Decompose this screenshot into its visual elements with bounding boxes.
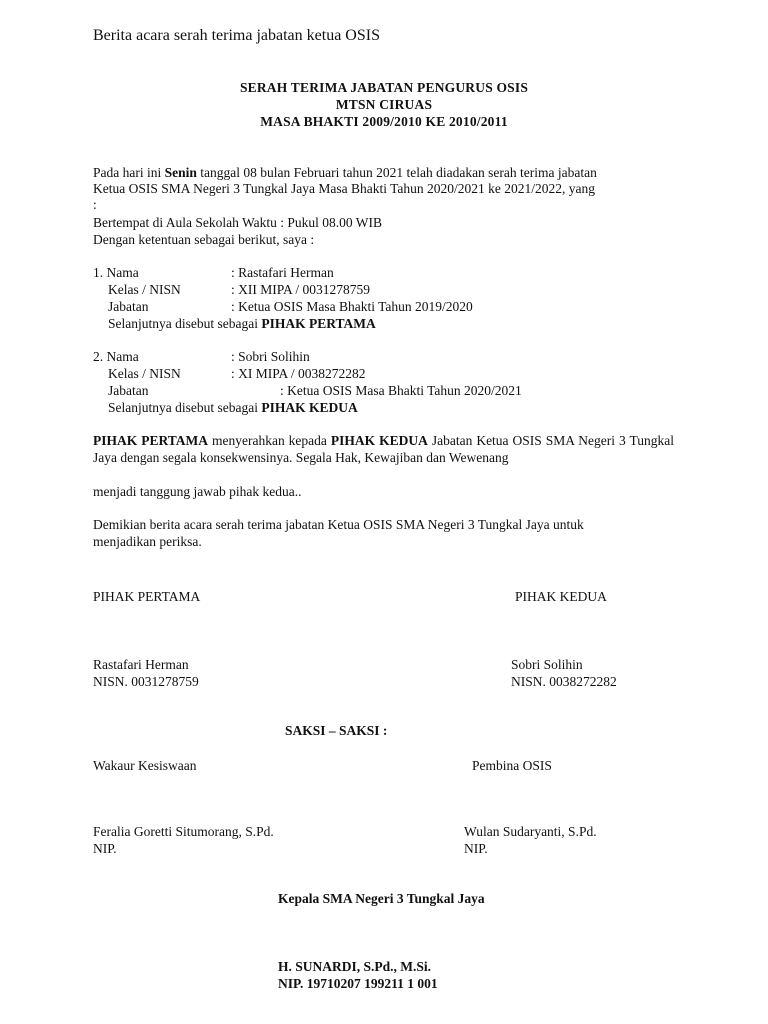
party2-position-value: : Ketua OSIS Masa Bhakti Tahun 2020/2021: [280, 383, 522, 398]
party1-class-label: Kelas / NISN: [108, 282, 181, 297]
intro-line-2: Ketua OSIS SMA Negeri 3 Tungkal Jaya Masa Bhakti Tahun 2020/2021 ke 2021/2022, yang: [93, 181, 596, 196]
principal-nip: NIP. 19710207 199211 1 001: [278, 976, 438, 991]
handover-last-line: menjadi tanggung jawab pihak kedua..: [93, 484, 302, 499]
party1-name-value: : Rastafari Herman: [231, 265, 334, 280]
party2-signature-name: Sobri Solihin: [511, 657, 583, 672]
party2-position-label: Jabatan: [108, 383, 149, 398]
principal-name: H. SUNARDI, S.Pd., M.Si.: [278, 959, 432, 974]
party2-class-value: : XI MIPA / 0038272282: [231, 366, 366, 381]
witness-left-nip: NIP.: [93, 841, 117, 856]
party2-signature-title: PIHAK KEDUA: [515, 589, 607, 604]
party1-signature-title: PIHAK PERTAMA: [93, 589, 201, 604]
party1-position-label: Jabatan: [108, 299, 149, 314]
header-line-2: MTSN CIRUAS: [335, 97, 433, 112]
party1-designation: Selanjutnya disebut sebagai PIHAK PERTAMA: [108, 316, 376, 331]
closing-line-2: menjadikan periksa.: [93, 534, 202, 549]
witness-left-name: Feralia Goretti Situmorang, S.Pd.: [93, 824, 274, 839]
intro-line-1: Pada hari ini Senin tanggal 08 bulan Februari tahun 2021 telah diadakan serah terima jabatan: [93, 165, 597, 180]
party2-name-label: 2. Nama: [93, 349, 139, 364]
witness-right-name: Wulan Sudaryanti, S.Pd.: [464, 824, 597, 839]
intro-line-4: Bertempat di Aula Sekolah Waktu : Pukul 08.00 WIB: [93, 215, 383, 230]
party2-designation: Selanjutnya disebut sebagai PIHAK KEDUA: [108, 400, 358, 415]
party1-position-value: : Ketua OSIS Masa Bhakti Tahun 2019/2020: [231, 299, 473, 314]
party2-signature-nisn: NISN. 0038272282: [511, 674, 617, 689]
handover-paragraph: PIHAK PERTAMA menyerahkan kepada PIHAK KEDUA Jabatan Ketua OSIS SMA Negeri 3 Tungkal Jaya dengan segala konsekwensinya. Segala Hak, Kewajiban dan Wewenang: [93, 433, 674, 465]
party1-name-label: 1. Nama: [93, 265, 139, 280]
witness-left-role: Wakaur Kesiswaan: [93, 758, 197, 773]
party1-class-value: : XII MIPA / 0031278759: [231, 282, 371, 297]
party2-class-label: Kelas / NISN: [108, 366, 181, 381]
party1-signature-name: Rastafari Herman: [93, 657, 189, 672]
party2-name-value: : Sobri Solihin: [231, 349, 310, 364]
principal-title: Kepala SMA Negeri 3 Tungkal Jaya: [278, 891, 485, 906]
witness-right-nip: NIP.: [464, 841, 488, 856]
intro-day: Senin: [164, 165, 197, 180]
party1-signature-nisn: NISN. 0031278759: [93, 674, 199, 689]
witness-right-role: Pembina OSIS: [472, 758, 552, 773]
header-line-3: MASA BHAKTI 2009/2010 KE 2010/2011: [260, 114, 508, 129]
intro-line-3: :: [93, 197, 97, 212]
intro-line-5: Dengan ketentuan sebagai berikut, saya :: [93, 232, 315, 247]
witnesses-heading: SAKSI – SAKSI :: [285, 723, 388, 738]
header-line-1: SERAH TERIMA JABATAN PENGURUS OSIS: [239, 80, 529, 95]
closing-line-1: Demikian berita acara serah terima jabatan Ketua OSIS SMA Negeri 3 Tungkal Jaya untuk: [93, 517, 584, 532]
document-title: Berita acara serah terima jabatan ketua OSIS: [93, 27, 380, 44]
